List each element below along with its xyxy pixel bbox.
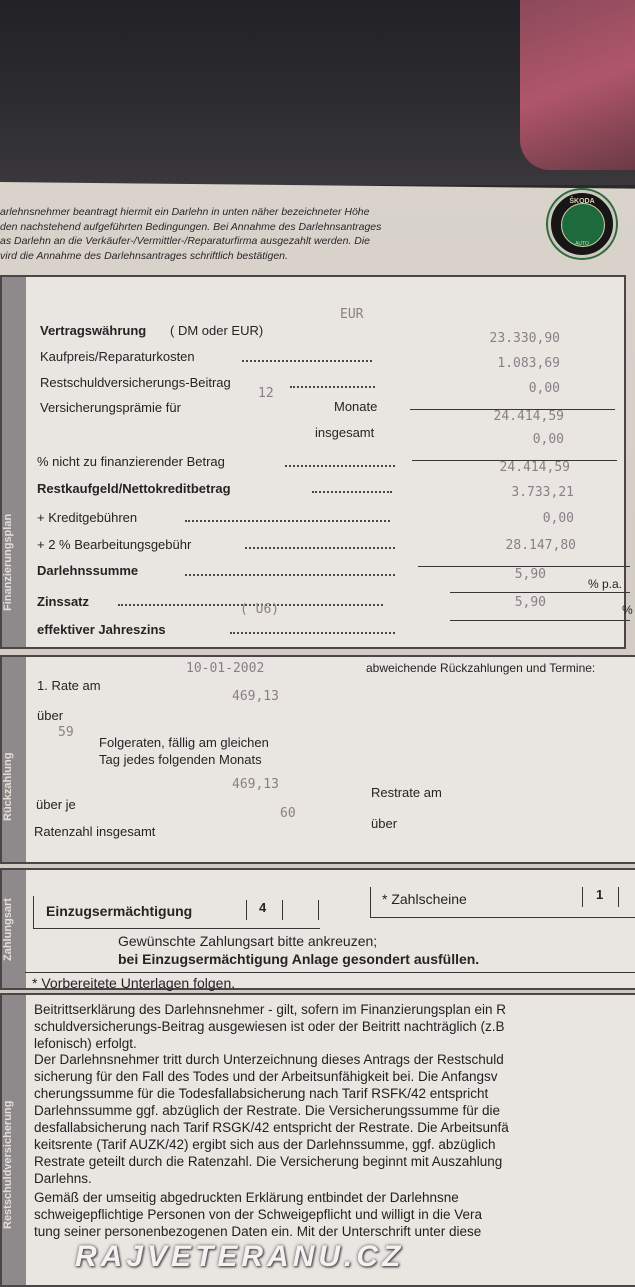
versicherung-line: sicherung für den Fall des Todes und der Arbeitsunfähigkeit bei. Die Anfangsv: [34, 1069, 498, 1084]
kreditgebuehren-dots: [185, 520, 390, 522]
versicherung-sidebar: [2, 995, 26, 1285]
effektiv-label: effektiver Jahreszins: [37, 622, 166, 637]
versicherungspraemie-months: 12: [258, 386, 274, 401]
effektiv-unit: %: [622, 603, 633, 617]
erste-rate-value: 469,13: [232, 689, 279, 704]
restrate-ueber-label: über: [371, 816, 398, 831]
darlehnssumme-value: 28.147,80: [505, 538, 576, 553]
zahlungsart-sidebar: [2, 870, 26, 988]
versicherung-line: schweigepflichtige Personen von der Schweigepflicht und willigt in die Vera: [34, 1207, 483, 1222]
effektiv-value: 5,90: [514, 595, 546, 610]
zinssatz-label: Zinssatz: [37, 594, 90, 609]
erste-rate-date: 10-01-2002: [186, 661, 265, 676]
versicherung-line: Darlehns.: [34, 1171, 92, 1186]
intro-line: arlehnsnehmer beantragt hiermit ein Darlehn in unten näher bezeichneter Höhe: [0, 206, 370, 218]
folgeraten-text-2: Tag jedes folgenden Monats: [99, 752, 262, 767]
einzug-value: 4: [259, 900, 267, 915]
effektiv-dots: [230, 632, 395, 634]
finanzierungsplan-sidebar: [2, 277, 26, 647]
abweichende-label: abweichende Rückzahlungen und Termine:: [366, 661, 596, 675]
versicherung-line: tung seiner personenbezogenen Daten ein. Mit der Unterschrift unter diese: [34, 1224, 482, 1239]
folgeraten-count: 59: [58, 725, 74, 740]
ratenzahl-label: Ratenzahl insgesamt: [34, 824, 156, 839]
einzug-cell: [246, 900, 247, 920]
darlehnssumme-dots: [185, 574, 395, 576]
kaufpreis-value: 23.330,90: [489, 331, 560, 346]
versicherung-line: Beitrittserklärung des Darlehnsnehmer - gilt, sofern im Finanzierungsplan ein R: [34, 1002, 506, 1017]
versicherung-sidebar-label: Restschuldversicherung: [2, 1100, 14, 1230]
intro-line: vird die Annahme des Darlehnsantrages schriftlich bestätigen.: [0, 249, 288, 262]
kreditgebuehren-value: 3.733,21: [511, 485, 574, 500]
kaufpreis-dots: [242, 360, 372, 362]
currency-value: EUR: [340, 307, 364, 322]
vertragswaehrung-suffix: ( DM oder EUR): [170, 323, 264, 338]
skoda-logo-icon: [548, 190, 616, 258]
versicherung-line: Gemäß der umseitig abgedruckten Erklärung entbindet der Darlehnsne: [34, 1190, 459, 1205]
restschuld-value: 1.083,69: [497, 356, 560, 371]
kaufpreis-label: Kaufpreis/Reparaturkosten: [40, 349, 195, 364]
versicherung-line: schuldversicherungs-Beitrag ausgewiesen ist oder der Beitritt nachträglich (z.B: [34, 1019, 505, 1034]
effektiv-line: [450, 620, 630, 621]
erste-rate-label: 1. Rate am: [37, 678, 101, 693]
zahlscheine-cell: [582, 887, 583, 907]
nicht-finanz-dots: [285, 465, 395, 467]
zahlungsart-hint-2: bei Einzugsermächtigung Anlage gesondert ausfüllen.: [118, 951, 480, 967]
zahlscheine-label: * Zahlscheine: [382, 891, 467, 907]
restkaufgeld-value: 24.414,59: [499, 460, 570, 475]
zinssatz-value: 5,90: [514, 567, 546, 582]
folgeraten-text-1: Folgeraten, fällig am gleichen: [99, 735, 269, 750]
zahlscheine-cell: [618, 887, 619, 907]
zahlungsart-sidebar-label: Zahlungsart: [2, 898, 14, 962]
restkaufgeld-label: Restkaufgeld/Nettokreditbetrag: [37, 481, 231, 496]
rueckzahlung-sidebar: [2, 657, 26, 862]
bearbeitung-dots: [245, 547, 395, 549]
zinssatz-line: [450, 592, 630, 593]
watermark-text: RAJVETERANU.CZ: [75, 1240, 405, 1273]
einzug-cell: [318, 900, 319, 920]
restkaufgeld-dots: [312, 491, 392, 493]
einzug-label: Einzugsermächtigung: [46, 903, 193, 919]
effektiv-code: ( U6): [240, 602, 280, 617]
intro-line: den nachstehend aufgeführten Bedingungen. Bei Annahme des Darlehnsantrages: [0, 220, 382, 233]
versicherung-line: desfallabsicherung nach Tarif RSGK/42 entspricht der Restrate. Die Arbeitsunfä: [34, 1120, 509, 1135]
zahlscheine-value: 1: [596, 887, 604, 902]
zinssatz-unit: % p.a.: [588, 577, 623, 591]
intro-text: [0, 205, 520, 263]
ueber-label: über: [37, 708, 64, 723]
versicherung-line: cherungssumme für die Todesfallabsicherung nach Tarif RSFK/42 entspricht: [34, 1086, 489, 1101]
versicherung-line: Restrate geteilt durch die Ratenzahl. Die Versicherung beginnt mit Auszahlung: [34, 1154, 503, 1169]
einzug-cell: [282, 900, 283, 920]
intro-line: as Darlehn an die Verkäufer-/Vermittler-/Reparaturfirma ausgezahlt werden. Die: [0, 235, 371, 247]
restrate-label: Restrate am: [371, 785, 442, 800]
folgerate-value: 469,13: [232, 777, 279, 792]
ratenzahl-value: 60: [280, 806, 296, 821]
ueber-je-label: über je: [36, 797, 76, 812]
versicherung-line: keitsrente (Tarif AUZK/42) ergibt sich aus der Darlehnssumme, ggf. abzüglich: [34, 1137, 496, 1152]
rueckzahlung-sidebar-label: Rückzahlung: [2, 752, 14, 822]
restschuld-label: Restschuldversicherungs-Beitrag: [40, 375, 231, 390]
kreditgebuehren-label: + Kreditgebühren: [37, 510, 138, 525]
versicherung-line: Darlehnssumme ggf. abzüglich der Restrate. Die Versicherungssumme für die: [34, 1103, 500, 1118]
vertragswaehrung-label: Vertragswährung: [40, 323, 147, 338]
background-pink-cloth: [520, 0, 635, 170]
zahlungsart-divider: [25, 972, 635, 973]
restschuld-dots: [290, 386, 375, 388]
insgesamt-value: 24.414,59: [493, 409, 564, 424]
nicht-finanz-value: 0,00: [532, 432, 564, 447]
versicherung-line: lefonisch) erfolgt.: [34, 1036, 137, 1051]
nicht-finanz-label: % nicht zu finanzierender Betrag: [37, 454, 225, 469]
zahlungsart-footnote: * Vorbereitete Unterlagen folgen.: [32, 975, 236, 991]
logo-text: ŠKODA: [569, 198, 595, 205]
finanzierungsplan-sidebar-label: Finanzierungsplan: [2, 513, 14, 611]
zahlungsart-hint-1: Gewünschte Zahlungsart bitte ankreuzen;: [118, 933, 378, 949]
insgesamt-label: insgesamt: [315, 425, 375, 440]
bearbeitung-value: 0,00: [542, 511, 574, 526]
bearbeitung-label: + 2 % Bearbeitungsgebühr: [37, 537, 192, 552]
monate-label: Monate: [334, 399, 378, 414]
logo-subtext: AUTO: [575, 241, 589, 247]
darlehnssumme-label: Darlehnssumme: [37, 563, 139, 578]
versicherung-line: Der Darlehnsnehmer tritt durch Unterzeichnung dieses Antrags der Restschuld: [34, 1052, 504, 1067]
monate-value: 0,00: [528, 381, 560, 396]
versicherungspraemie-label: Versicherungsprämie für: [40, 400, 181, 415]
